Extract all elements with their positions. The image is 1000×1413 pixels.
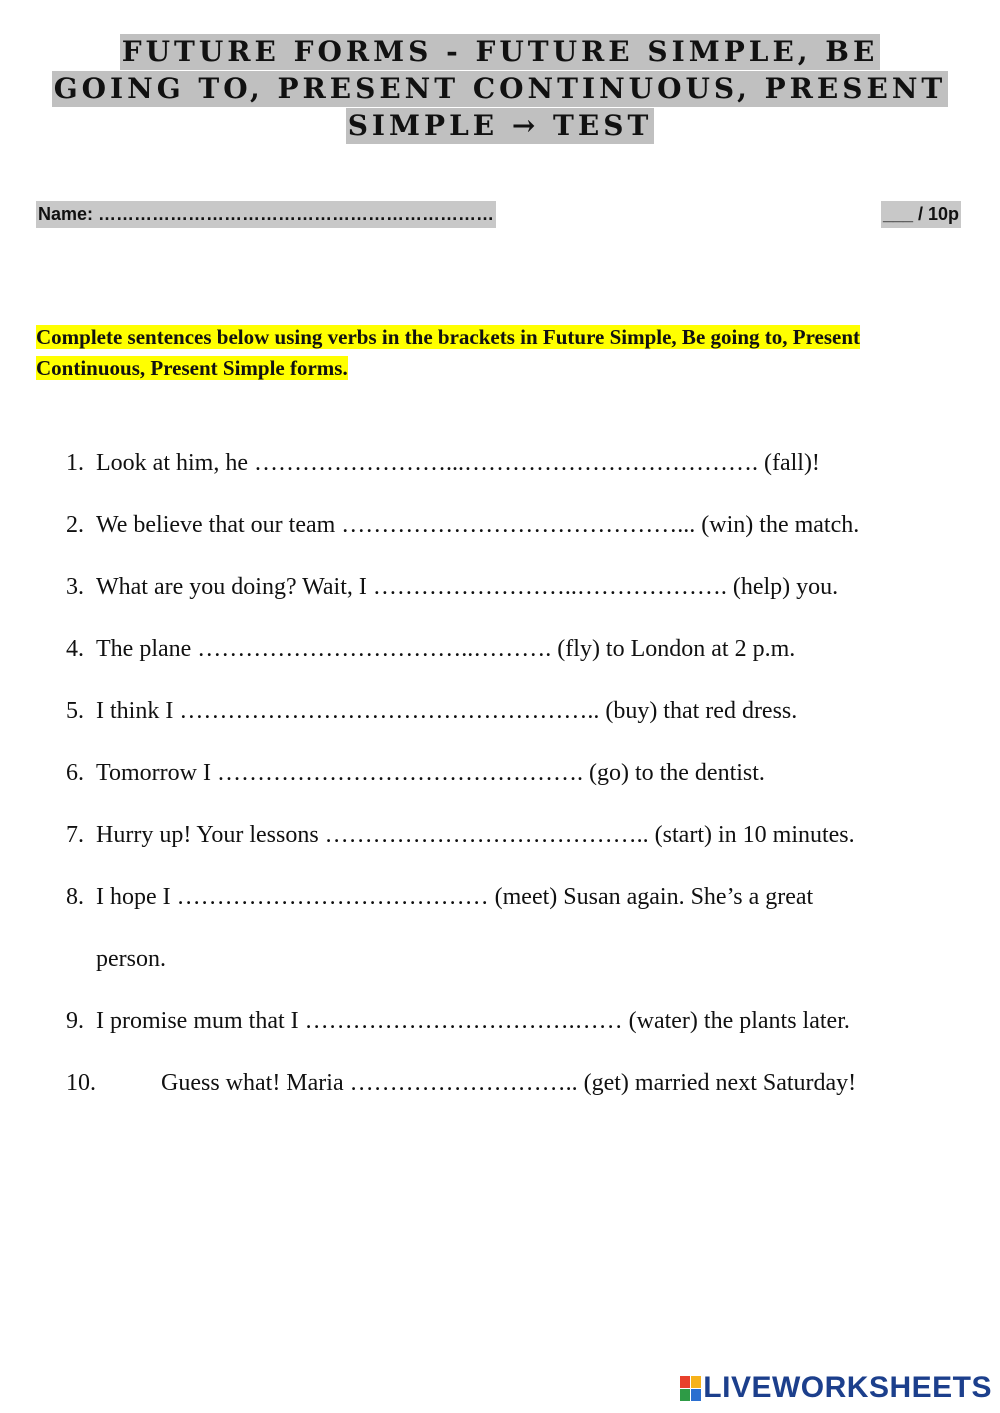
exercise-number: 2. (66, 512, 84, 538)
exercise-text-wrap (96, 880, 813, 976)
worksheet-title (30, 34, 970, 145)
exercise-text[interactable]: The plane ……………………………..………. (fly) to London at 2 p.m. (96, 636, 796, 662)
exercise-number: 3. (66, 574, 84, 600)
exercise-number: 7. (66, 822, 84, 848)
exercise-text[interactable]: I hope I ………………………………… (meet) Susan again. She’s a great (96, 884, 814, 910)
exercise-text[interactable]: Guess what! Maria ……………………….. (get) married next Saturday! (161, 1070, 857, 1096)
logo-square-3 (680, 1389, 690, 1401)
exercise-text-continuation: person. (96, 946, 166, 972)
exercise-number: 10. (66, 1070, 96, 1096)
exercise-text[interactable]: I think I …………………………………………….. (buy) that red dress. (96, 698, 798, 724)
exercise-number: 8. (66, 884, 84, 910)
instructions (36, 322, 966, 384)
exercise-item-8 (66, 880, 966, 976)
exercise-item-7 (66, 818, 966, 852)
exercise-text[interactable]: Hurry up! Your lessons ………………………………….. (start) in 10 minutes. (96, 822, 855, 848)
exercise-number: 9. (66, 1008, 84, 1034)
exercise-item-2 (66, 508, 966, 542)
exercise-item-9 (66, 1004, 966, 1038)
exercise-number: 5. (66, 698, 84, 724)
title-line-1: FUTURE FORMS - FUTURE SIMPLE, BE (121, 35, 879, 68)
exercise-number: 6. (66, 760, 84, 786)
logo-square-4 (691, 1389, 701, 1401)
exercise-text[interactable]: We believe that our team ……………………………………... (win) the match. (96, 512, 860, 538)
exercise-text[interactable]: Tomorrow I ………………………………………. (go) to the dentist. (96, 760, 765, 786)
exercise-item-1 (66, 446, 966, 480)
title-line-3: SIMPLE → TEST (347, 109, 653, 142)
exercise-item-3 (66, 570, 966, 604)
liveworksheets-logo-icon (680, 1376, 701, 1401)
instructions-text: Complete sentences below using verbs in the brackets in Future Simple, Be going to, Present Continuous, Present Simple forms. (36, 325, 861, 380)
score-field: ___ / 10p (881, 201, 961, 228)
exercise-text[interactable]: I promise mum that I …………………………….…… (water) the plants later. (96, 1008, 850, 1034)
logo-square-2 (691, 1376, 701, 1388)
title-line-2: GOING TO, PRESENT CONTINUOUS, PRESENT (53, 72, 947, 105)
exercise-list (66, 446, 966, 1128)
logo-square-1 (680, 1376, 690, 1388)
liveworksheets-logo (680, 1371, 992, 1405)
exercise-item-6 (66, 756, 966, 790)
exercise-number: 1. (66, 450, 84, 476)
exercise-item-5 (66, 694, 966, 728)
exercise-text[interactable]: Look at him, he ……………………...………………………………. (fall)! (96, 450, 820, 476)
exercise-number: 4. (66, 636, 84, 662)
exercise-item-10 (66, 1066, 966, 1100)
logo-text: LIVEWORKSHEETS (703, 1371, 992, 1404)
exercise-text[interactable]: What are you doing? Wait, I ……………………..………………. (help) you. (96, 574, 839, 600)
exercise-item-4 (66, 632, 966, 666)
name-score-row (36, 201, 961, 228)
name-field[interactable]: Name: ………………………………………………………… (36, 201, 496, 228)
